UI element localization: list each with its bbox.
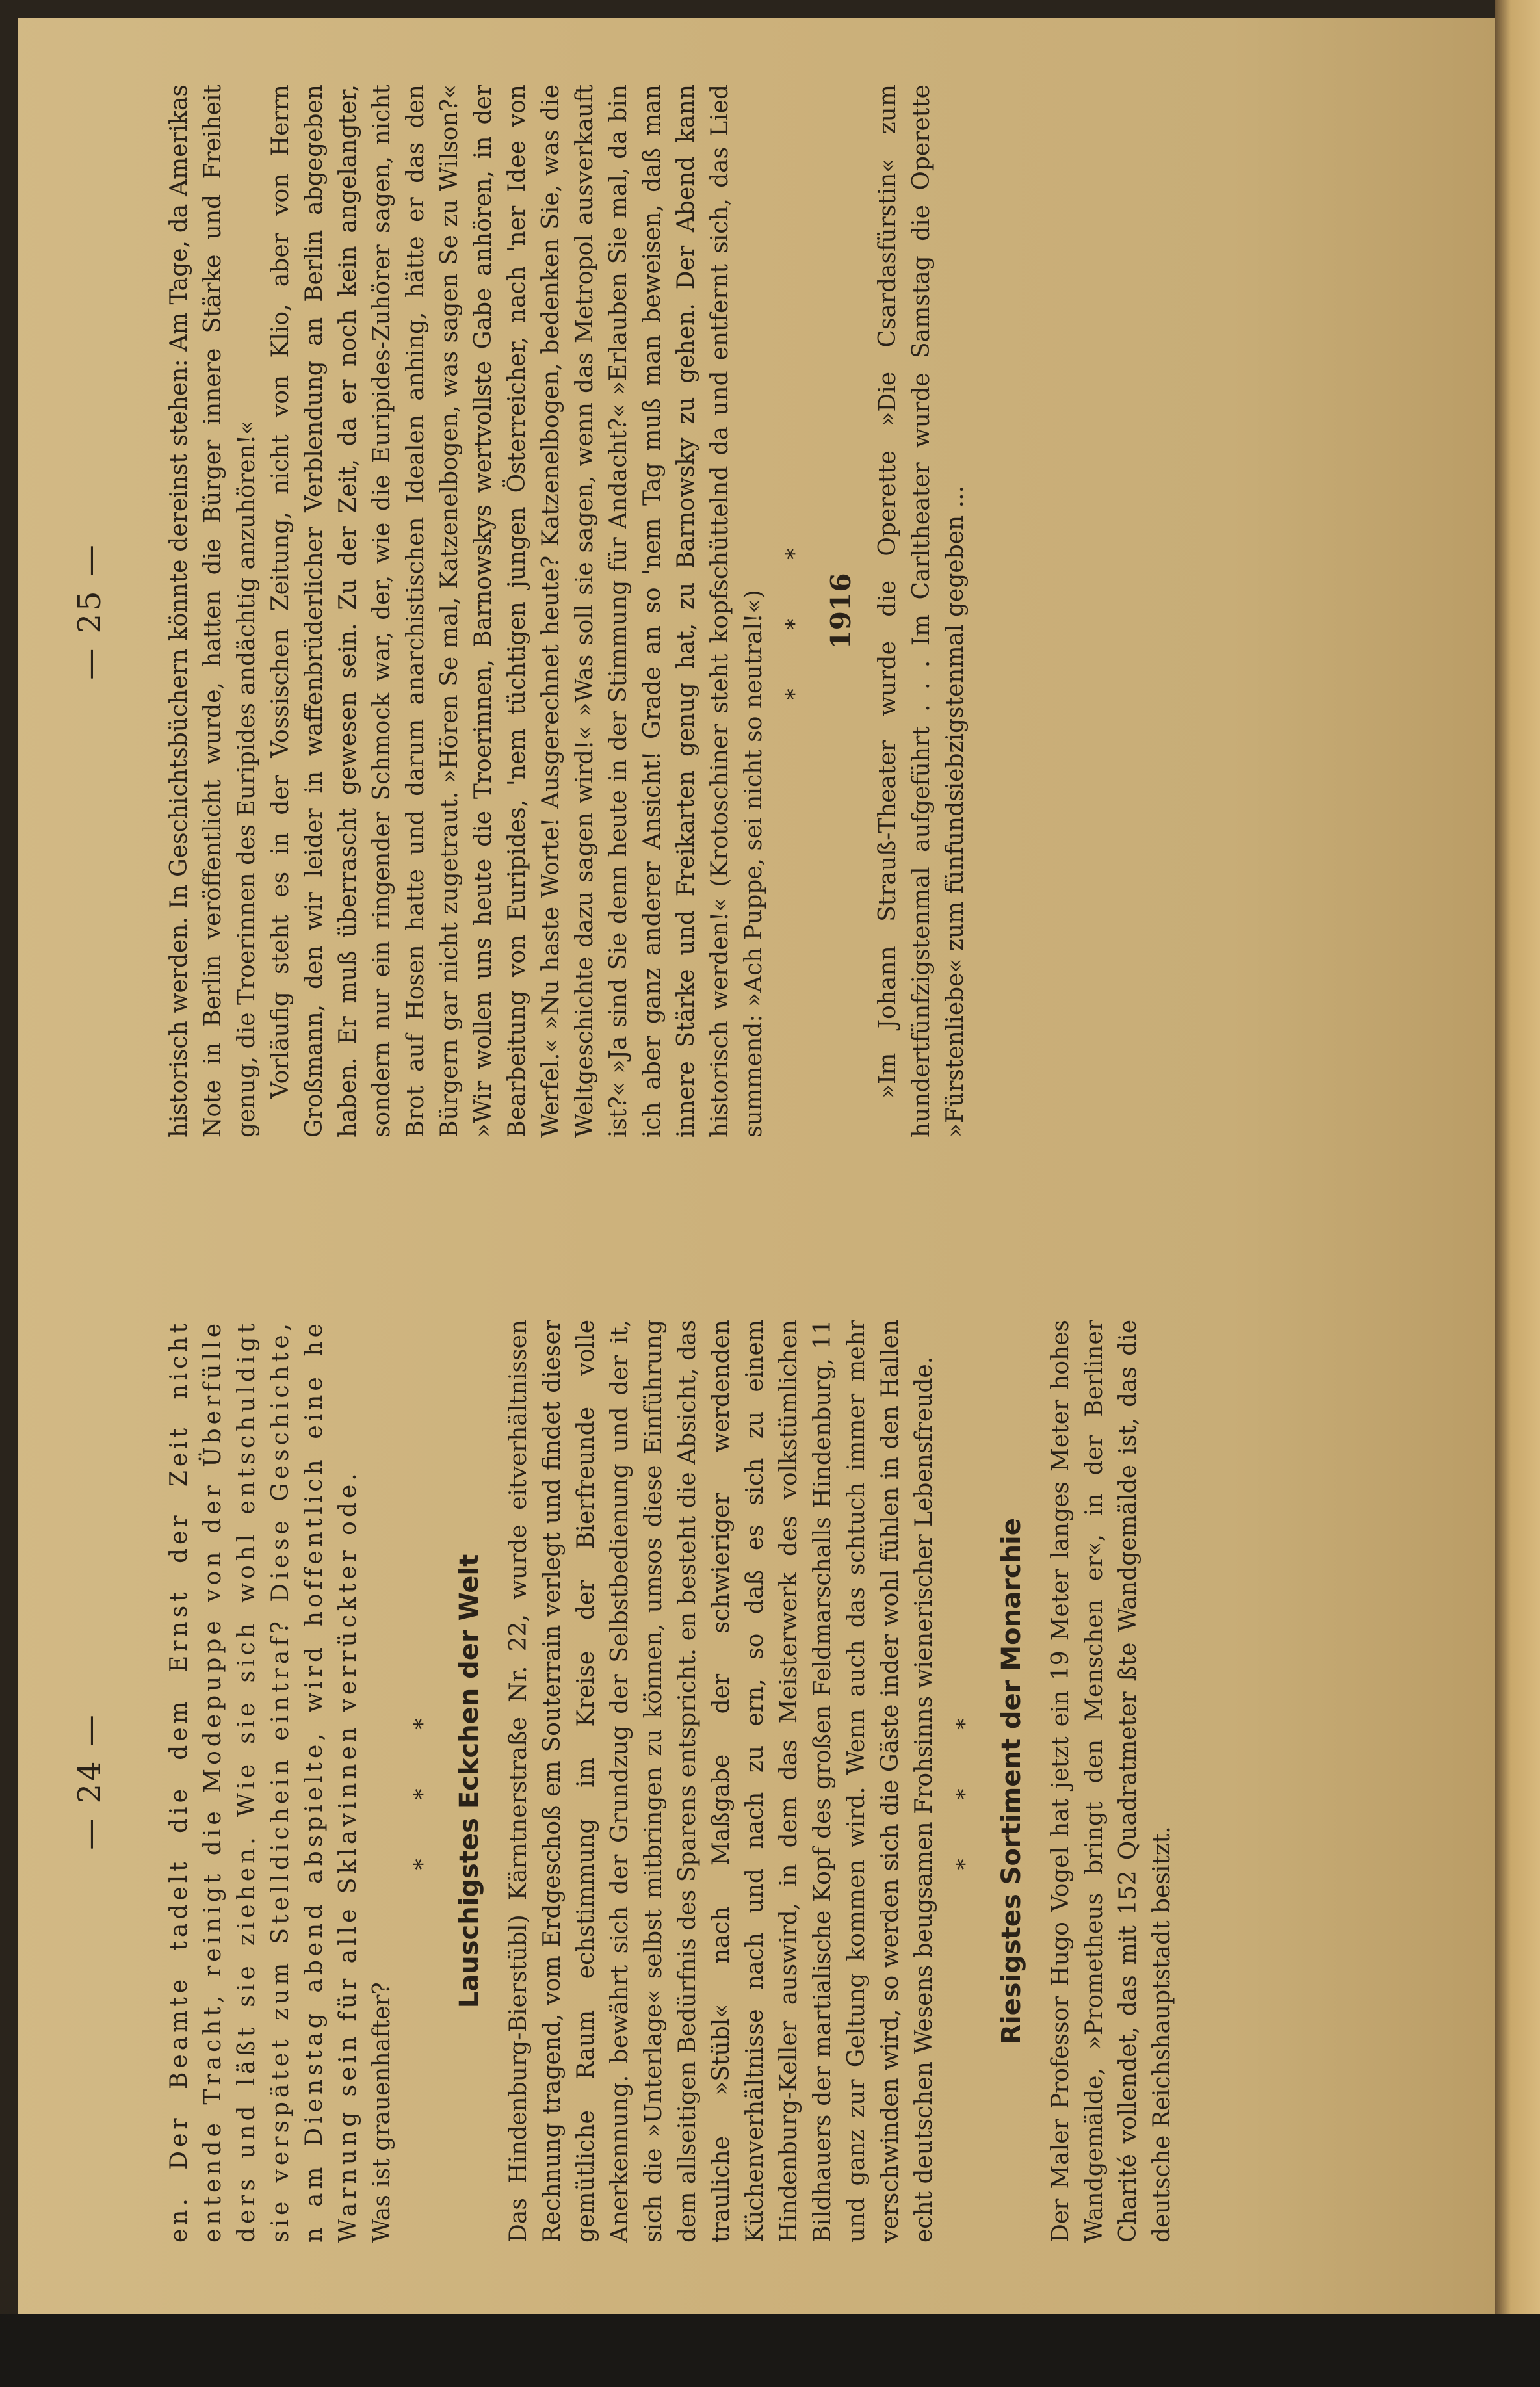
paragraph-grauenhafter: Was ist grauenhafter? (369, 1982, 395, 2243)
page-24 (46, 1294, 1463, 2269)
paragraph-historisch: historisch werden. In Geschichtsbüchern könnte dereinst stehen: Am Tage, da Amerikas Note in Berlin veröffentlicht wurde, hatten die Bürger innere Stärke und Freiheit genug, die Troerinnen des Euripides andächtig anzuhören!« (166, 85, 260, 1138)
paragraph-wandgemaelde: Der Maler Professor Hugo Vogel hat jetzt ein 19 Meter langes Meter hohes Wandgemälde, »Prometheus bringt den Menschen er«, in der Berliner Charité vollendet, das mit 152 Quadratmeter ßte Wandgemälde ist, das die deutsche Reichshauptstadt besitzt. (1047, 1320, 1175, 2243)
page-25-text-column (163, 85, 972, 1138)
page-24-text-column (163, 1320, 1179, 2243)
scan-border-bottom (0, 2314, 1540, 2387)
heading-riesigstes-sortiment: Riesigstes Sortiment der Monarchie (997, 1518, 1026, 2044)
scan-border-top (0, 0, 1540, 18)
heading-lauschigstes-eckchen: Lauschigstes Eckchen der Welt (454, 1554, 484, 2009)
paragraph-hindenburg-bierstuebl: Das Hindenburg-Bierstübl) Kärntnerstraße Nr. 22, wurde eitverhältnissen Rechnung tragend, vom Erdgeschoß em Souterrain verlegt und findet dieser gemütliche Raum echstimmung im Kreise der Bierfreunde volle Anerkennung. bewährt sich der Grundzug der Selbstbedienung und der it, sich die »Unterlage« selbst mitbringen zu können, umsos diese Einführung dem allseitigen Bedürfnis des Sparens entspricht. en besteht die Absicht, das trauliche »Stübl« nach Maßgabe der schwieriger werdenden Küchenverhältnisse nach und nach zu ern, so daß es sich zu einem Hindenburg-Keller auswird, in dem das Meisterwerk des volkstümlichen Bildhauers der martialische Kopf des großen Feldmarschalls Hindenburg, 11 und ganz zur Geltung kommen wird. Wenn auch das schtuch immer mehr verschwinden wird, so werden sich die Gäste inder wohl fühlen in den Hallen echt deutschen Wesens beugsamen Frohsinns wienerischer Lebensfreude. (505, 1320, 937, 2243)
section-separator-stars: * * * (952, 1692, 978, 1870)
paragraph-vossische-zeitung: Vorläufig steht es in der Vossischen Zeitung, nicht von Klio, aber von Herrn Großmann, den wir leider in waffenbrüderlicher Verblendung an Berlin abgegeben haben. Er muß überrascht gewesen sein. Zu der Zeit, da er noch kein angelangter, sondern nur ein ringender Schmock war, der, wie die Euripides-Zuhörer sagen, nicht Brot auf Hosen hatte und darum anarchistischen Idealen anhing, hätte er das den Bürgern gar nicht zugetraut. »Hören Se mal, Katzenelbogen, was sagen Se zu Wilson?« »Wir wollen uns heute die Troerinnen, Barnowskys wertvollste Gabe anhören, in der Bearbeitung von Euripides, 'nem tüchtigen jungen Österreicher, nach 'ner Idee von Werfel.« »Nu haste Worte! Ausgerechnet heute? Katzenelbogen, bedenken Sie, was die Weltgeschichte dazu sagen wird!« »Was soll sie sagen, wenn das Metropol ausverkauft ist?« »Ja sind Sie denn heute in der Stimmung für Andacht?« »Erlauben Sie mal, da bin ich aber ganz anderer Ansicht! Grade an so 'nem Tag muß man beweisen, daß man innere Stärke und Freikarten genug hat, zu Barnowsky zu gehen. Der Abend kann historisch werden!« (Krotoschiner steht kopfschüttelnd da und entfernt sich, das Lied summend: »Ach Puppe, sei nicht so neutral!«) (267, 85, 767, 1138)
heading-1916: 1916 (825, 573, 857, 649)
paragraph-modepuppe: en. Der Beamte tadelt die dem Ernst der Zeit nicht entende Tracht, reinigt die Modepuppe von der Überfülle ders und läßt sie ziehen. Wie sie sich wohl entschuldigt sie verspätet zum Stelldichein eintraf? Diese Geschichte, n am Dienstag abend abspielte, wird hoffentlich eine he Warnung sein für alle Sklavinnen verrückter ode. (166, 1320, 361, 2243)
page-number-24: — 24 — (72, 1712, 108, 1850)
scan-border-left (0, 0, 18, 2387)
page-number-25: — 25 — (72, 542, 108, 680)
book-binding-edge (1495, 0, 1540, 2387)
section-separator-stars: * * * (781, 522, 807, 700)
section-separator-stars: * * * (410, 1692, 436, 1870)
rotated-page-spread (46, 59, 1463, 2269)
page-25 (46, 59, 1463, 1164)
paragraph-csardasfuerstin: »Im Johann Strauß-Theater wurde die Operette »Die Csardasfürstin« zum hundertfünfzigstenmal aufgeführt . . . Im Carltheater wurde Samstag die Operette »Fürstenliebe« zum fünfundsiebzigstenmal gegeben ... (874, 85, 969, 1138)
